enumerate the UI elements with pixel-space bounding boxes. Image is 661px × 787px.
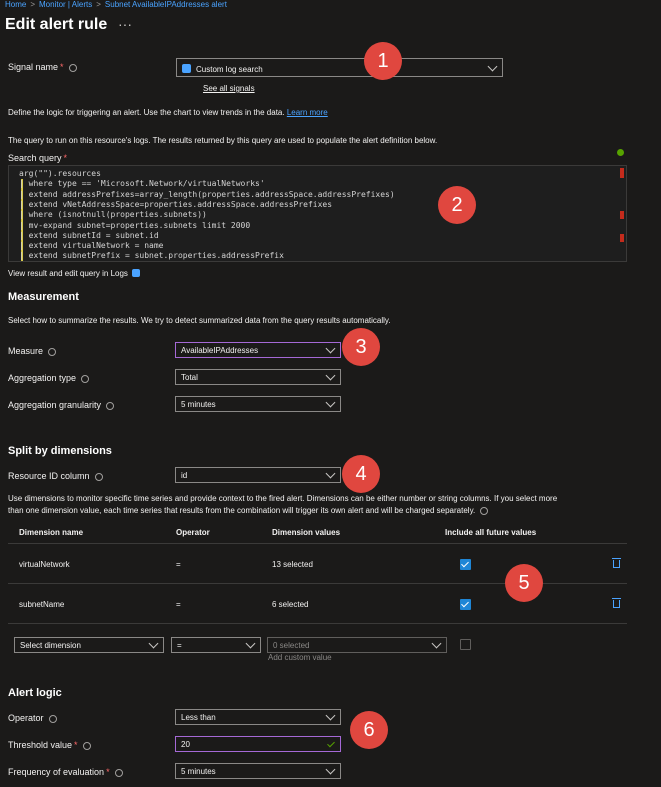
callout-badge-5: 5 [505,564,543,602]
signal-name-label: Signal name * [8,62,77,72]
query-line-8: | extend virtualNetwork = name [19,241,164,250]
signal-name-dropdown[interactable]: Custom log search [176,58,503,77]
chevron-down-icon [246,639,256,649]
chevron-down-icon [326,469,336,479]
split-description-1: Use dimensions to monitor specific time series and provide context to the fired alert. Dimensions can be either number or string columns. If you select more [8,494,558,503]
aggregation-granularity-dropdown[interactable]: 5 minutes [175,396,341,412]
dimension-values-cell[interactable]: 6 selected [272,600,309,609]
callout-badge-2: 2 [438,186,476,224]
callout-badge-1: 1 [364,42,402,80]
split-description-2: than one dimension value, each time series that results from the combination will trigger its own alert and will be charged separately. [8,506,488,515]
measure-label: Measure [8,346,56,356]
callout-badge-4: 4 [342,455,380,493]
threshold-label: Threshold value * [8,740,91,750]
col-dimension-values: Dimension values [272,528,341,537]
threshold-input[interactable]: 20 [175,736,341,752]
chevron-down-icon [326,711,336,721]
query-line-7: | extend subnetId = subnet.id [19,231,159,240]
operator-cell: = [176,560,181,569]
breadcrumb-alerts[interactable]: Monitor | Alerts [39,0,93,9]
operator-dropdown[interactable]: Less than [175,709,341,725]
callout-badge-6: 6 [350,711,388,749]
valid-check-icon [617,149,624,156]
info-icon [106,402,114,410]
dimension-name-cell: virtualNetwork [19,560,70,569]
log-search-icon [182,64,191,73]
resource-id-label: Resource ID column [8,471,103,481]
operator-cell: = [176,600,181,609]
query-line-4: | extend vNetAddressSpace=properties.addressSpace.addressPrefixes [19,200,333,209]
info-icon [115,769,123,777]
frequency-label: Frequency of evaluation * [8,767,123,777]
select-dimension-dropdown[interactable]: Select dimension [14,637,164,653]
split-heading: Split by dimensions [8,445,112,457]
delete-icon[interactable] [613,560,620,568]
breadcrumb: Home > Monitor | Alerts > Subnet AvailableIPAddresses alert [5,0,227,9]
callout-badge-3: 3 [342,328,380,366]
operator-label: Operator [8,713,57,723]
query-description: The query to run on this resource's logs. The results returned by this query are used to populate the alert definition below. [8,136,438,145]
query-line-6: | mv-expand subnet=properties.subnets limit 2000 [19,221,251,230]
col-include-future: Include all future values [445,528,537,537]
aggregation-type-label: Aggregation type [8,373,89,383]
delete-icon[interactable] [613,600,620,608]
logs-icon [132,269,140,277]
error-marker [620,211,624,219]
resource-id-dropdown[interactable]: id [175,467,341,483]
see-all-signals-link[interactable]: See all signals [203,84,255,93]
info-icon [95,473,103,481]
chevron-down-icon [326,398,336,408]
info-icon [49,715,57,723]
query-line-5: | where (isnotnull(properties.subnets)) [19,210,207,219]
query-line-3: | extend addressPrefixes=array_length(properties.addressSpace.addressPrefixes) [19,190,395,199]
include-future-checkbox[interactable] [460,559,471,570]
divider [8,623,627,624]
info-icon [48,348,56,356]
info-icon [81,375,89,383]
breadcrumb-alert[interactable]: Subnet AvailableIPAddresses alert [104,0,227,9]
chevron-down-icon [326,371,336,381]
more-options-button[interactable]: ··· [118,16,132,32]
error-marker [620,234,624,242]
chevron-down-icon [326,344,336,354]
divider [8,543,627,544]
include-future-checkbox[interactable] [460,599,471,610]
measurement-description: Select how to summarize the results. We try to detect summarized data from the query results automatically. [8,316,391,325]
chevron-down-icon [488,62,498,72]
new-include-future-checkbox[interactable] [460,639,471,650]
chevron-down-icon [149,639,159,649]
info-icon [83,742,91,750]
learn-more-link[interactable]: Learn more [286,108,328,117]
info-icon [480,507,488,515]
error-marker [620,168,624,178]
chevron-down-icon [432,639,442,649]
dimension-name-cell: subnetName [19,600,65,609]
col-operator: Operator [176,528,210,537]
new-values-dropdown[interactable]: 0 selected [267,637,447,653]
view-query-link[interactable]: View result and edit query in Logs [8,269,140,278]
alert-logic-heading: Alert logic [8,687,62,699]
breadcrumb-home[interactable]: Home [5,0,27,9]
query-line-9: | extend subnetPrefix = subnet.properties.addressPrefix [19,251,284,260]
aggregation-granularity-label: Aggregation granularity [8,400,114,410]
page-title: Edit alert rule [5,16,108,33]
new-operator-dropdown[interactable]: = [171,637,261,653]
aggregation-type-dropdown[interactable]: Total [175,369,341,385]
query-editor[interactable] [8,165,627,262]
define-text: Define the logic for triggering an alert. Use the chart to view trends in the data. Learn more [8,108,328,117]
frequency-dropdown[interactable]: 5 minutes [175,763,341,779]
col-dimension-name: Dimension name [19,528,84,537]
chevron-down-icon [326,765,336,775]
query-line-2: | where type == 'Microsoft.Network/virtualNetworks' [19,179,265,188]
query-line-1: arg("").resources [19,169,101,178]
valid-check-icon [327,740,335,748]
add-custom-value[interactable]: Add custom value [268,653,332,662]
dimension-values-cell[interactable]: 13 selected [272,560,313,569]
info-icon [69,64,77,72]
measure-dropdown[interactable]: AvailableIPAddresses [175,342,341,358]
measurement-heading: Measurement [8,291,79,303]
search-query-label: Search query * [8,153,68,163]
